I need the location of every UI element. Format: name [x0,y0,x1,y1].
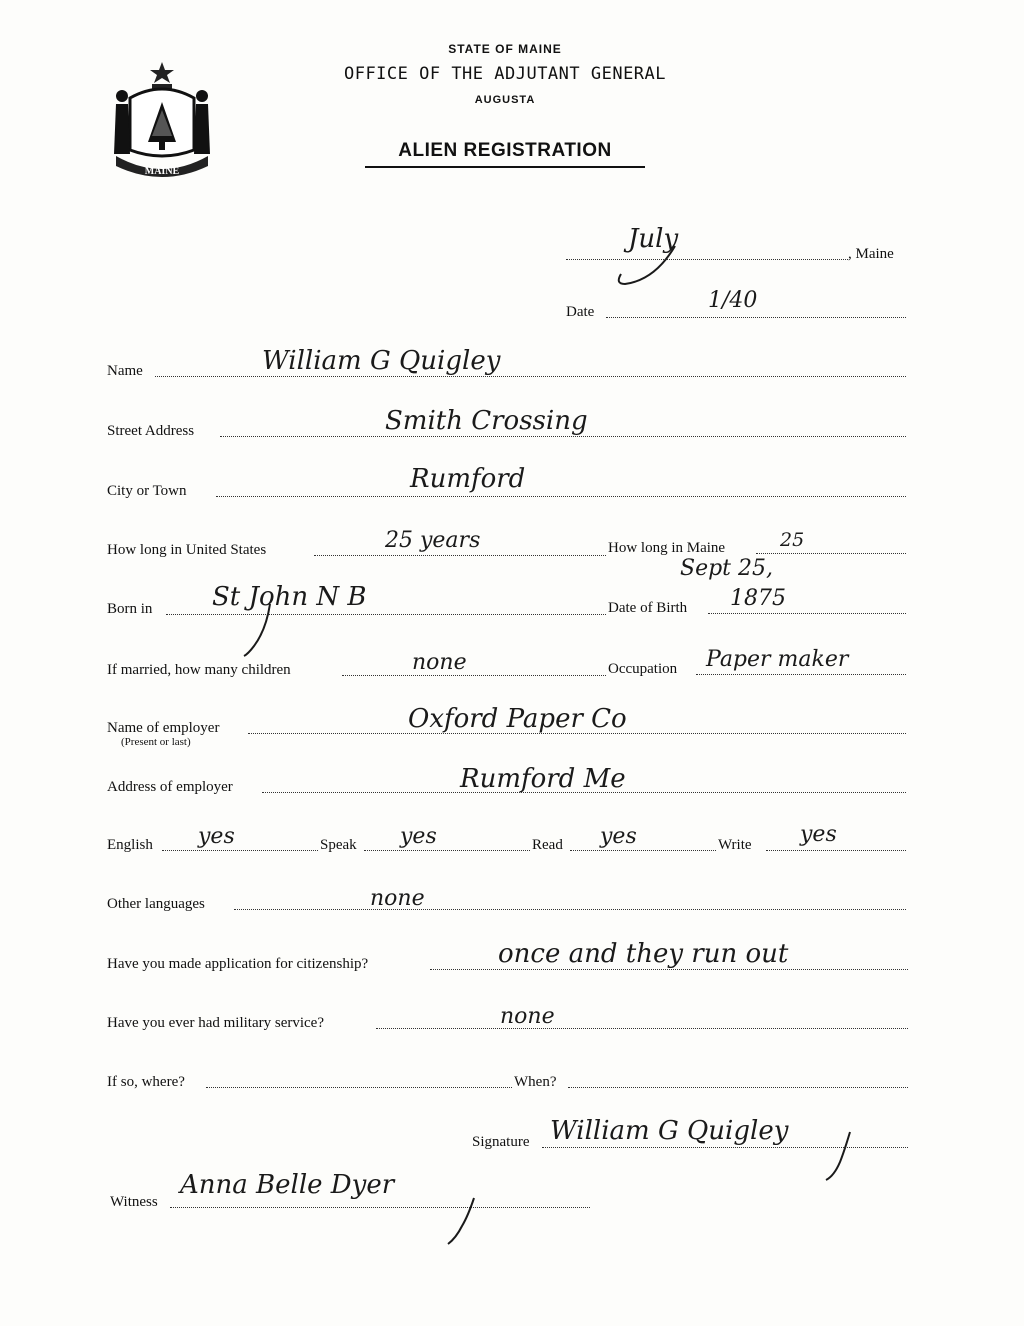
city-line [216,496,906,497]
witness-flourish [440,1196,480,1246]
signature-flourish [820,1128,860,1184]
signature-value: William G Quigley [550,1116,789,1146]
if-so-where-line [206,1087,512,1088]
other-languages-label: Other languages [107,896,205,912]
how-long-maine-label: How long in Maine [608,540,726,556]
title-underline [365,166,645,168]
write-value: yes [800,822,837,847]
date-label: Date [566,304,595,320]
occupation-line [696,674,906,675]
if-so-where-label: If so, where? [107,1074,185,1090]
born-in-value: St John N B [212,582,367,612]
date-line [606,317,906,318]
street-value: Smith Crossing [385,406,588,436]
employer-label: Name of employer [107,720,220,736]
born-in-flourish [240,600,280,660]
witness-value: Anna Belle Dyer [180,1170,395,1200]
english-label: English [107,837,153,853]
children-line [342,675,606,676]
children-value: none [412,650,467,675]
name-value: William G Quigley [262,346,501,376]
born-in-label: Born in [107,601,153,617]
born-in-line [166,614,606,615]
citizenship-value: once and they run out [498,939,789,969]
employer-sublabel: (Present or last) [121,736,191,748]
employer-address-label: Address of employer [107,779,233,795]
citizenship-label: Have you made application for citizenship? [107,956,369,972]
header-state: STATE OF MAINE [448,42,562,56]
maine-seal-icon [108,58,216,186]
children-label: If married, how many children [107,662,291,678]
form-title: ALIEN REGISTRATION [398,140,612,161]
place-suffix-label: , Maine [848,246,894,262]
occupation-value: Paper maker [706,647,849,672]
dob-value-line2: 1875 [730,586,786,611]
witness-label: Witness [110,1194,158,1210]
speak-label: Speak [320,837,357,853]
date-value: 1/40 [708,288,758,313]
speak-line [364,850,530,851]
dob-value-line1: Sept 25, [680,556,773,581]
how-long-us-value: 25 years [385,528,481,553]
signature-label: Signature [472,1134,530,1150]
english-line [162,850,318,851]
employer-value: Oxford Paper Co [408,704,627,734]
when-label: When? [514,1074,557,1090]
read-label: Read [532,837,563,853]
how-long-maine-value: 25 [780,529,805,551]
military-label: Have you ever had military service? [107,1015,324,1031]
how-long-us-line [314,555,606,556]
military-value: none [500,1004,555,1029]
citizenship-line [430,969,908,970]
write-line [766,850,906,851]
english-value: yes [198,824,235,849]
seal-text: MAINE [144,166,180,177]
occupation-label: Occupation [608,661,678,677]
how-long-us-label: How long in United States [107,542,267,558]
street-label: Street Address [107,423,195,439]
place-flourish [615,240,745,290]
witness-line [170,1207,590,1208]
when-line [568,1087,908,1088]
military-line [376,1028,908,1029]
how-long-maine-line [756,553,906,554]
street-line [220,436,906,437]
place-value: July [628,224,679,254]
header-office: OFFICE OF THE ADJUTANT GENERAL [343,64,667,84]
other-languages-value: none [370,886,425,911]
city-label: City or Town [107,483,187,499]
other-languages-line [234,909,906,910]
read-value: yes [600,824,637,849]
name-line [155,376,906,377]
read-line [570,850,716,851]
speak-value: yes [400,824,437,849]
dob-line [708,613,906,614]
employer-address-value: Rumford Me [460,764,626,794]
write-label: Write [718,837,752,853]
city-value: Rumford [410,464,526,494]
name-label: Name [107,363,143,379]
header-city: AUGUSTA [474,94,536,106]
dob-label: Date of Birth [608,600,688,616]
